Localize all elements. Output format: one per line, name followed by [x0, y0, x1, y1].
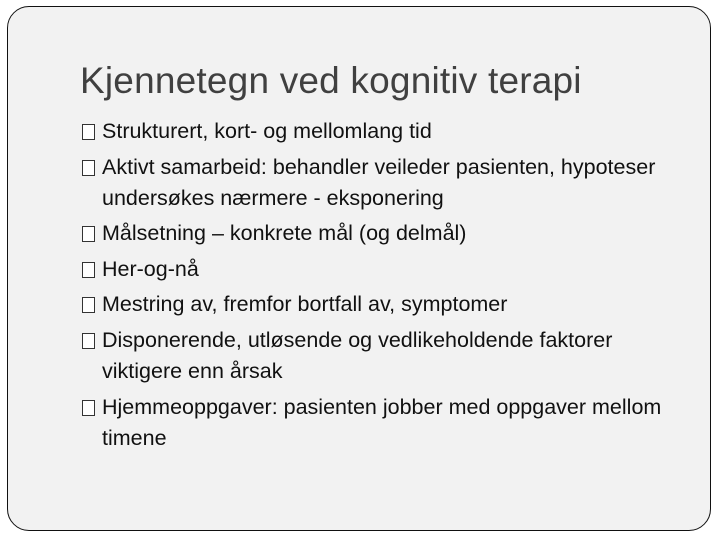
bullet-item [82, 325, 682, 387]
bullet-item [82, 254, 682, 285]
bullet-text: Her-og-nå [102, 256, 199, 281]
bullet-item [82, 218, 682, 249]
bullet-text: Mestring av, fremfor bortfall av, symptomer [102, 292, 508, 317]
square-bullet-icon [82, 160, 95, 176]
bullet-list [82, 116, 682, 458]
bullet-item [82, 392, 682, 454]
bullet-text: Målsetning – konkrete mål (og delmål) [102, 221, 467, 246]
square-bullet-icon [82, 262, 95, 278]
bullet-item [82, 289, 682, 320]
slide-title: Kjennetegn ved kognitiv terapi [80, 60, 582, 101]
square-bullet-icon [82, 400, 95, 416]
bullet-item [82, 116, 682, 147]
square-bullet-icon [82, 333, 95, 349]
bullet-text: Hjemmeoppgaver: pasienten jobber med oppgaver mellom timene [102, 394, 662, 450]
square-bullet-icon [82, 297, 95, 313]
square-bullet-icon [82, 124, 95, 140]
bullet-text: Strukturert, kort- og mellomlang tid [102, 119, 432, 143]
bullet-text: Aktivt samarbeid: behandler veileder pasienten, hypoteser undersøkes nærmere - eksponering [102, 154, 656, 210]
bullet-text: Disponerende, utløsende og vedlikeholdende faktorer viktigere enn årsak [102, 327, 613, 383]
bullet-item [82, 152, 682, 214]
square-bullet-icon [82, 226, 95, 242]
